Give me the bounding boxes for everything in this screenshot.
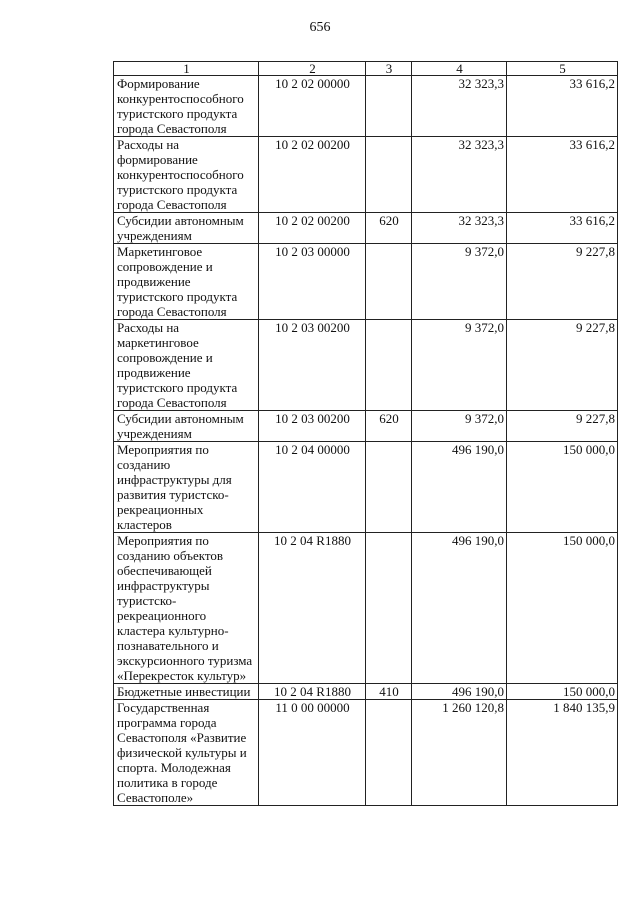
row-amount-1: 496 190,0: [412, 442, 507, 533]
row-amount-2: 9 227,8: [507, 244, 618, 320]
table-row: [114, 76, 618, 137]
row-name: Расходы на маркетинговое сопровождение и продвижение туристского продукта города Севастополя: [114, 320, 259, 411]
row-amount-1: 1 260 120,8: [412, 700, 507, 806]
column-header-5: 5: [507, 62, 618, 76]
row-amount-2: 33 616,2: [507, 213, 618, 244]
budget-table: [113, 61, 618, 806]
table-row: [114, 137, 618, 213]
row-amount-2: 1 840 135,9: [507, 700, 618, 806]
row-expense-type: [366, 700, 412, 806]
row-target-code: 10 2 02 00200: [259, 137, 366, 213]
table-row: [114, 213, 618, 244]
row-amount-1: 496 190,0: [412, 684, 507, 700]
table-row: [114, 684, 618, 700]
row-expense-type: 620: [366, 213, 412, 244]
row-expense-type: [366, 76, 412, 137]
row-expense-type: 410: [366, 684, 412, 700]
table-row: [114, 411, 618, 442]
table-header-row: [114, 62, 618, 76]
row-target-code: 11 0 00 00000: [259, 700, 366, 806]
row-amount-1: 32 323,3: [412, 76, 507, 137]
row-amount-2: 9 227,8: [507, 320, 618, 411]
row-amount-1: 496 190,0: [412, 533, 507, 684]
column-header-4: 4: [412, 62, 507, 76]
row-amount-1: 9 372,0: [412, 411, 507, 442]
row-expense-type: [366, 137, 412, 213]
row-name: Мероприятия по созданию инфраструктуры для развития туристско-рекреационных кластеров: [114, 442, 259, 533]
row-amount-2: 33 616,2: [507, 137, 618, 213]
row-expense-type: 620: [366, 411, 412, 442]
table-row: [114, 442, 618, 533]
row-name: Субсидии автономным учреждениям: [114, 213, 259, 244]
row-amount-2: 33 616,2: [507, 76, 618, 137]
row-target-code: 10 2 03 00200: [259, 411, 366, 442]
row-target-code: 10 2 04 00000: [259, 442, 366, 533]
table-row: [114, 320, 618, 411]
row-target-code: 10 2 02 00000: [259, 76, 366, 137]
page-number: 656: [309, 20, 331, 35]
row-target-code: 10 2 02 00200: [259, 213, 366, 244]
column-header-3: 3: [366, 62, 412, 76]
row-name: Государственная программа города Севастополя «Развитие физической культуры и спорта. Молодежная политика в городе Севастополе»: [114, 700, 259, 806]
table-row: [114, 533, 618, 684]
column-header-2: 2: [259, 62, 366, 76]
row-amount-2: 150 000,0: [507, 533, 618, 684]
row-amount-1: 32 323,3: [412, 137, 507, 213]
row-expense-type: [366, 533, 412, 684]
row-name: Формирование конкурентоспособного туристского продукта города Севастополя: [114, 76, 259, 137]
row-expense-type: [366, 442, 412, 533]
row-name: Субсидии автономным учреждениям: [114, 411, 259, 442]
row-expense-type: [366, 320, 412, 411]
row-amount-2: 150 000,0: [507, 442, 618, 533]
row-name: Маркетинговое сопровождение и продвижение туристского продукта города Севастополя: [114, 244, 259, 320]
row-expense-type: [366, 244, 412, 320]
row-name: Расходы на формирование конкурентоспособного туристского продукта города Севастополя: [114, 137, 259, 213]
row-target-code: 10 2 04 R1880: [259, 533, 366, 684]
row-amount-2: 9 227,8: [507, 411, 618, 442]
row-target-code: 10 2 03 00000: [259, 244, 366, 320]
row-target-code: 10 2 04 R1880: [259, 684, 366, 700]
row-amount-1: 9 372,0: [412, 320, 507, 411]
table-row: [114, 244, 618, 320]
row-amount-1: 32 323,3: [412, 213, 507, 244]
column-header-1: 1: [114, 62, 259, 76]
row-name: Бюджетные инвестиции: [114, 684, 259, 700]
row-amount-1: 9 372,0: [412, 244, 507, 320]
row-amount-2: 150 000,0: [507, 684, 618, 700]
row-target-code: 10 2 03 00200: [259, 320, 366, 411]
row-name: Мероприятия по созданию объектов обеспечивающей инфраструктуры туристско-рекреационного кластера культурно-познавательного и экскурсионного туризма «Перекресток культур»: [114, 533, 259, 684]
table-row: [114, 700, 618, 806]
